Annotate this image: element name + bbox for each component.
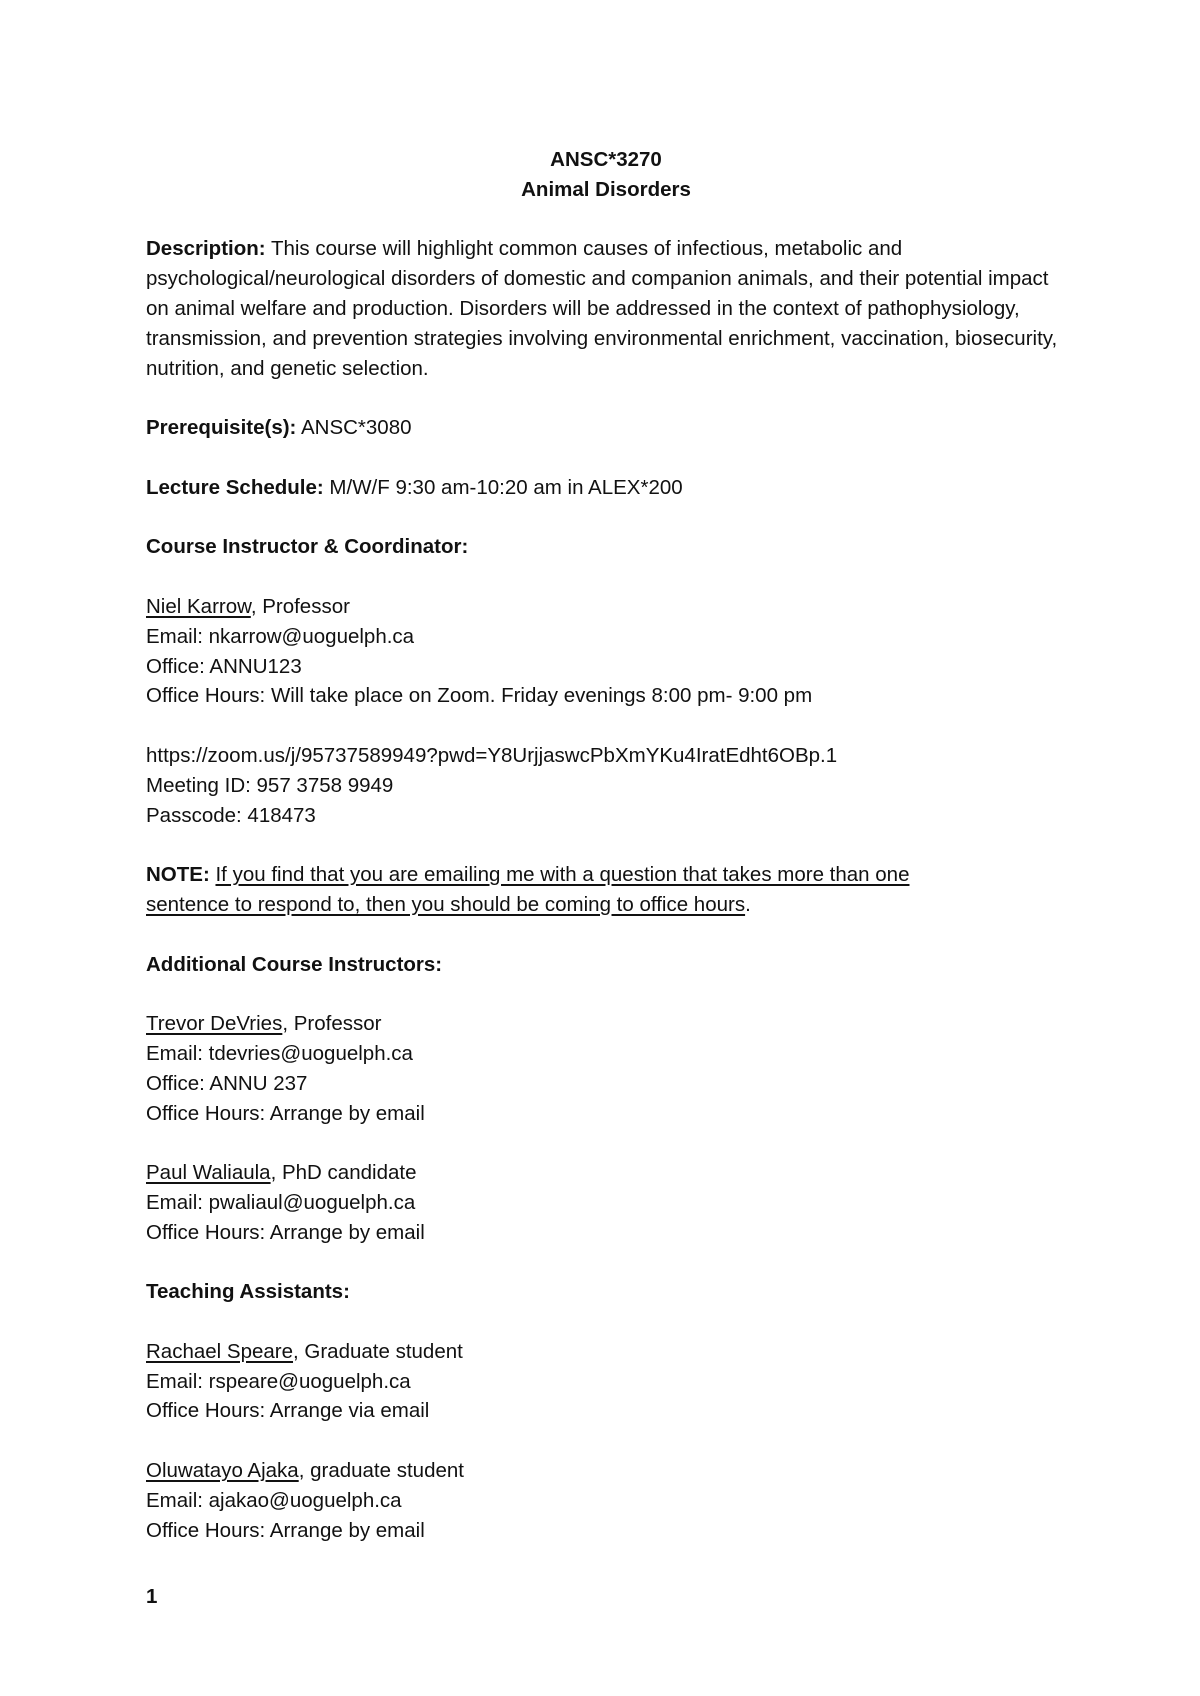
instructor-name: Trevor DeVries bbox=[146, 1012, 283, 1036]
ta-email: Email: ajakao@uoguelph.ca bbox=[146, 1488, 402, 1512]
instructor-email: Email: tdevries@uoguelph.ca bbox=[146, 1041, 413, 1065]
meeting-id: Meeting ID: 957 3758 9949 bbox=[146, 773, 394, 797]
zoom-link[interactable]: https://zoom.us/j/95737589949?pwd=Y8UrjjaswcPbXmYKu4IratEdht6OBp.1 bbox=[146, 743, 838, 767]
course-title-block bbox=[146, 145, 1066, 205]
note-block bbox=[146, 860, 1066, 920]
coordinator-heading: Course Instructor & Coordinator: bbox=[146, 535, 469, 559]
ta-block bbox=[146, 1337, 1066, 1426]
description-text: This course will highlight common causes of infectious, metabolic and psychological/neurological disorders of domestic and companion animals, and their potential impact on animal welfare and production. Disorders will be addressed in the context of pathophysiology, transmission, and prevention strategies involving environmental enrichment, vaccination, biosecurity, nutrition, and genetic selection. bbox=[146, 237, 1058, 380]
page-number: 1 bbox=[146, 1585, 158, 1608]
instructor-office-hours: Office Hours: Arrange by email bbox=[146, 1220, 425, 1244]
note-line-1 bbox=[146, 860, 1066, 890]
prerequisites-value: ANSC*3080 bbox=[300, 416, 412, 440]
schedule-line bbox=[146, 473, 1066, 503]
note-line-2 bbox=[146, 890, 1066, 920]
instructor-name: Paul Waliaula bbox=[146, 1161, 271, 1185]
prerequisites-line bbox=[146, 413, 1066, 443]
ta-office-hours: Office Hours: Arrange by email bbox=[146, 1518, 425, 1542]
ta-role: , graduate student bbox=[298, 1459, 464, 1483]
instructor-block bbox=[146, 1009, 1066, 1128]
schedule-value: M/W/F 9:30 am-10:20 am in ALEX*200 bbox=[329, 475, 683, 499]
ta-name: Rachael Speare bbox=[146, 1339, 294, 1363]
teaching-assistants-heading: Teaching Assistants: bbox=[146, 1280, 350, 1304]
instructor-office-hours: Office Hours: Arrange by email bbox=[146, 1101, 425, 1125]
instructor-name-line bbox=[146, 1158, 1066, 1188]
coordinator-block bbox=[146, 592, 1066, 711]
description-paragraph bbox=[146, 234, 1066, 383]
course-name: Animal Disorders bbox=[521, 177, 691, 201]
ta-role: , Graduate student bbox=[293, 1339, 463, 1363]
ta-name-line bbox=[146, 1456, 1066, 1486]
coordinator-name: Niel Karrow bbox=[146, 594, 251, 618]
instructor-block bbox=[146, 1158, 1066, 1247]
document-page bbox=[146, 145, 1066, 1575]
note-text-2: sentence to respond to, then you should be coming to office hours bbox=[146, 892, 746, 916]
coordinator-office: Office: ANNU123 bbox=[146, 654, 302, 678]
instructor-office: Office: ANNU 237 bbox=[146, 1071, 308, 1095]
instructor-role: , PhD candidate bbox=[270, 1161, 417, 1185]
ta-email: Email: rspeare@uoguelph.ca bbox=[146, 1369, 411, 1393]
schedule-label: Lecture Schedule: bbox=[146, 475, 324, 499]
note-label: NOTE: bbox=[146, 863, 210, 887]
ta-office-hours: Office Hours: Arrange via email bbox=[146, 1399, 430, 1423]
instructor-name-line bbox=[146, 1009, 1066, 1039]
zoom-block bbox=[146, 741, 1066, 830]
instructor-role: , Professor bbox=[282, 1012, 382, 1036]
coordinator-email: Email: nkarrow@uoguelph.ca bbox=[146, 624, 415, 648]
note-end: . bbox=[745, 892, 751, 916]
prerequisites-label: Prerequisite(s): bbox=[146, 416, 297, 440]
ta-name: Oluwatayo Ajaka bbox=[146, 1459, 299, 1483]
coordinator-name-line bbox=[146, 592, 1066, 622]
ta-name-line bbox=[146, 1337, 1066, 1367]
description-label: Description: bbox=[146, 237, 266, 261]
coordinator-role: , Professor bbox=[250, 594, 350, 618]
additional-instructors-heading: Additional Course Instructors: bbox=[146, 952, 443, 976]
note-text-1: If you find that you are emailing me with a question that takes more than one bbox=[215, 863, 910, 887]
ta-block bbox=[146, 1456, 1066, 1545]
instructor-email: Email: pwaliaul@uoguelph.ca bbox=[146, 1190, 416, 1214]
passcode: Passcode: 418473 bbox=[146, 803, 316, 827]
coordinator-office-hours: Office Hours: Will take place on Zoom. Friday evenings 8:00 pm- 9:00 pm bbox=[146, 684, 813, 708]
course-code: ANSC*3270 bbox=[550, 148, 662, 171]
